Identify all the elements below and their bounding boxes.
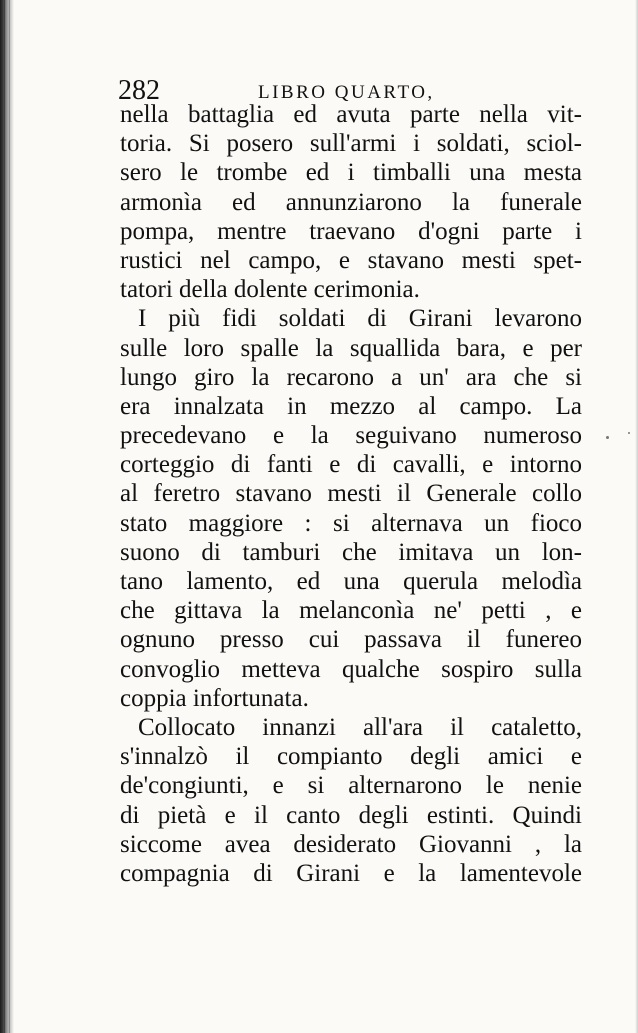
text-line: de'congiunti, e si alternarono le nenie xyxy=(120,772,582,800)
text-line: rustici nel campo, e stavano mesti spet- xyxy=(120,246,582,274)
binding-shadow xyxy=(0,0,14,1033)
text-line: corteggio di fanti e di cavalli, e intorno xyxy=(120,451,582,479)
text-line: coppia infortunata. xyxy=(120,684,309,712)
text-line: toria. Si posero sull'armi i soldati, sciol- xyxy=(120,130,582,158)
text-line: precedevano e la seguivano numeroso xyxy=(120,422,582,450)
binding-line xyxy=(4,0,5,1033)
text-line: suono di tamburi che imitava un lon- xyxy=(120,538,582,566)
page-number: 282 xyxy=(118,75,160,106)
text-line: stato maggiore : si alternava un fioco xyxy=(120,509,582,537)
text-line: di pietà e il canto degli estinti. Quindi xyxy=(120,801,582,829)
text-line: che gittava la melanconìa ne' petti , e xyxy=(120,597,582,625)
text-line: s'innalzò il compianto degli amici e xyxy=(120,743,582,771)
body-text xyxy=(120,100,582,888)
paragraph-start: Collocato innanzi all'ara il cataletto, xyxy=(138,713,582,741)
text-line: sero le trombe ed i timballi una mesta xyxy=(120,159,582,187)
text-line: compagnia di Girani e la lamentevole xyxy=(120,859,582,887)
text-line: siccome avea desiderato Giovanni , la xyxy=(120,830,582,858)
text-line: tatori della dolente cerimonia. xyxy=(120,276,420,304)
paragraph-start: I più fidi soldati di Girani levarono xyxy=(138,305,582,333)
text-line: al feretro stavano mesti il Generale collo xyxy=(120,480,582,508)
paper-speck xyxy=(628,432,630,434)
text-line: era innalzata in mezzo al campo. La xyxy=(120,392,582,420)
running-head: LIBRO QUARTO, xyxy=(258,82,435,103)
text-line: nella battaglia ed avuta parte nella vit- xyxy=(120,101,582,128)
text-line: ognuno presso cui passava il funereo xyxy=(120,626,582,654)
text-line: lungo giro la recarono a un' ara che si xyxy=(120,363,582,391)
text-line: sulle loro spalle la squallida bara, e per xyxy=(120,334,582,362)
text-line: tano lamento, ed una querula melodìa xyxy=(120,568,582,595)
text-line: pompa, mentre traevano d'ogni parte i xyxy=(120,217,582,245)
binding-line xyxy=(9,0,10,1033)
text-line: convoglio metteva qualche sospiro sulla xyxy=(120,655,582,683)
text-line: armonìa ed annunziarono la funerale xyxy=(120,188,582,216)
paper-speck xyxy=(606,436,609,439)
